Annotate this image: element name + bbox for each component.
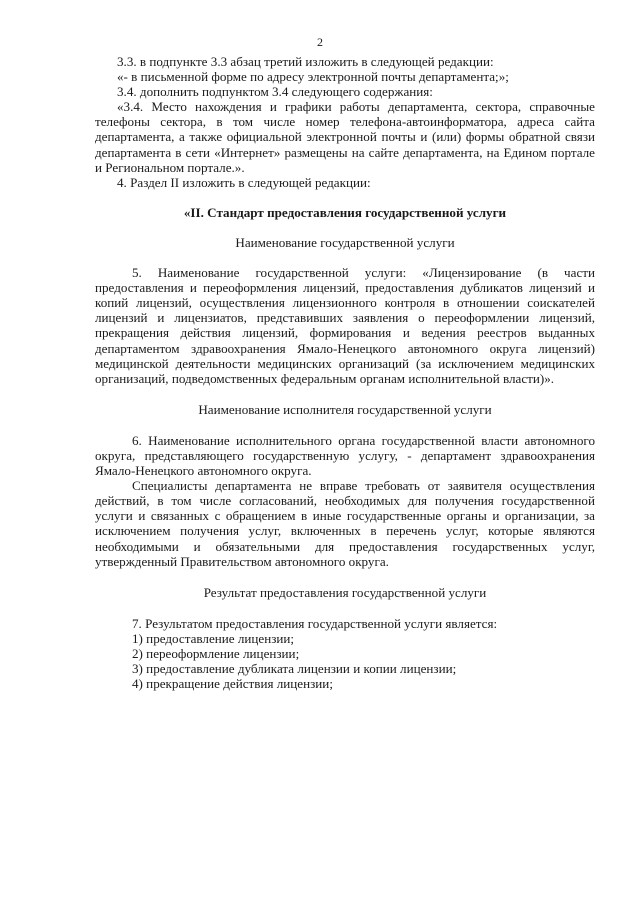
paragraph-7: 7. Результатом предоставления государственной услуги является: xyxy=(132,615,498,631)
section-title: «II. Стандарт предоставления государственной услуги xyxy=(183,204,507,220)
paragraph-6-specialists: Специалисты департамента не вправе требовать от заявителя осуществления действий, в том числе согласований, необходимых для получения государственной услуги и связанных с обращением в иные государственные органы и организации, за исключением получения услуг, включенных в перечень услуг, которые являются необходимыми и обязательными для предоставления государственных услуг, утвержденный Правительством автономного округа. xyxy=(95,478,595,569)
paragraph-6: 6. Наименование исполнительного органа государственной власти автономного округа, представляющего государственную услугу, - департамент здравоохранения Ямало-Ненецкого автономного округа. xyxy=(95,432,595,479)
amendment-3-3-text: «- в письменной форме по адресу электронной почты департамента;»; xyxy=(117,69,509,85)
amendment-3-4-text: «3.4. Место нахождения и графики работы департамента, сектора, справочные телефоны сектора, в том числе номер телефона-автоинформатора, адреса сайта департамента, а также официальной электронной почты и (или) формы обратной связи департамента в сети «Интернет» размещены на сайте департамента, на Едином портале и Региональном портале.». xyxy=(95,99,595,175)
amendment-3-4: 3.4. дополнить подпунктом 3.4 следующего содержания: xyxy=(117,84,433,100)
subsection-heading-executor: Наименование исполнителя государственной услуги xyxy=(198,401,492,417)
paragraph-5: 5. Наименование государственной услуги: «Лицензирование (в части предоставления и переоформления лицензий, предоставления дубликатов лицензий и копий лицензий, осуществления лицензионного контроля в отношении соискателей лицензий и лицензиатов, представивших заявления о переоформлении лицензий, прекращения действия лицензий, формирования и ведения реестров выданных департаментом здравоохранения Ямало-Ненецкого автономного округа лицензий) медицинской деятельности медицинских организаций (за исключением медицинских организаций, подведомственных федеральным органам исполнительной власти)». xyxy=(95,265,595,386)
page-number: 2 xyxy=(317,35,323,49)
subsection-heading-service-name: Наименование государственной услуги xyxy=(235,234,455,250)
amendment-3-3: 3.3. в подпункте 3.3 абзац третий изложить в следующей редакции: xyxy=(117,54,494,69)
list-item: 1) предоставление лицензии; xyxy=(132,630,295,646)
list-item: 3) предоставление дубликата лицензии и копии лицензии; xyxy=(132,661,457,677)
list-item: 4) прекращение действия лицензии; xyxy=(132,676,333,692)
amendment-4: 4. Раздел II изложить в следующей редакции: xyxy=(117,174,371,190)
result-list xyxy=(95,616,595,691)
document-body xyxy=(95,54,595,691)
subsection-heading-result: Результат предоставления государственной услуги xyxy=(203,584,487,600)
list-item: 2) переоформление лицензии; xyxy=(132,646,300,661)
